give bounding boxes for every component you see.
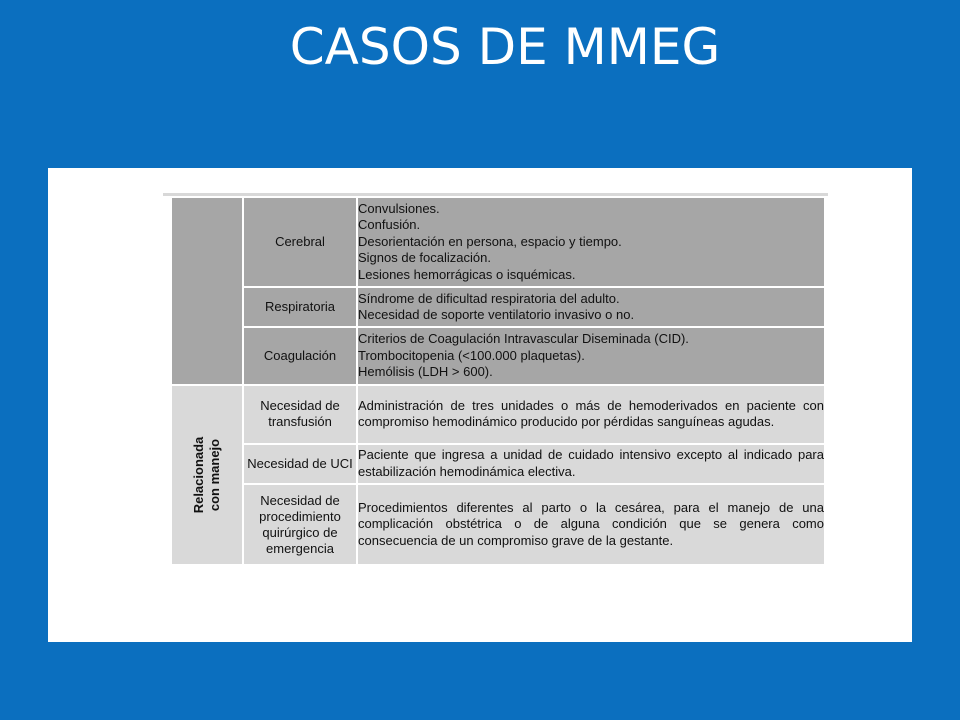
mmeg-criteria-table xyxy=(170,196,826,566)
category-cell: Necesidad de transfusión xyxy=(243,385,357,444)
description-line: Criterios de Coagulación Intravascular Diseminada (CID). xyxy=(358,331,689,347)
category-cell: Respiratoria xyxy=(243,287,357,327)
category-cell: Coagulación xyxy=(243,327,357,385)
group-label-line: con manejo xyxy=(207,438,222,512)
description-line: Signos de focalización. xyxy=(358,250,491,266)
category-cell: Cerebral xyxy=(243,197,357,287)
description-cell xyxy=(357,197,825,287)
description-line: Síndrome de dificultad respiratoria del adulto. xyxy=(358,290,620,306)
group-label-line: Relacionada xyxy=(191,436,206,514)
slide-title: CASOS DE MMEG xyxy=(289,18,721,76)
table-row xyxy=(171,385,825,444)
description-cell xyxy=(357,287,825,327)
table-row xyxy=(171,444,825,484)
category-cell: Necesidad de UCI xyxy=(243,444,357,484)
table-row xyxy=(171,484,825,565)
group-cell-management xyxy=(171,385,243,565)
group-cell-organ xyxy=(171,197,243,385)
description-line: Lesiones hemorrágicas o isquémicas. xyxy=(358,266,576,282)
description-line: Convulsiones. xyxy=(358,200,440,216)
table-row xyxy=(171,287,825,327)
table-row xyxy=(171,327,825,385)
description-cell: Procedimientos diferentes al parto o la cesárea, para el manejo de una complicación obstétrica o de alguna condición que se genera como consecuencia de un compromiso grave de la gestante. xyxy=(357,484,825,565)
description-cell: Paciente que ingresa a unidad de cuidado intensivo excepto al indicado para estabilización hemodinámica electiva. xyxy=(357,444,825,484)
description-line: Desorientación en persona, espacio y tiempo. xyxy=(358,233,622,249)
description-line: Trombocitopenia (<100.000 plaquetas). xyxy=(358,347,585,363)
description-line: Necesidad de soporte ventilatorio invasivo o no. xyxy=(358,307,635,322)
group-label xyxy=(191,437,223,514)
category-cell: Necesidad de procedimiento quirúrgico de emergencia xyxy=(243,484,357,565)
description-line: Confusión. xyxy=(358,217,421,233)
description-line: Hemólisis (LDH > 600). xyxy=(358,364,493,380)
description-cell: Administración de tres unidades o más de hemoderivados en paciente con compromiso hemodinámico producido por pérdidas sanguíneas agudas. xyxy=(357,385,825,444)
description-cell xyxy=(357,327,825,385)
table-row xyxy=(171,197,825,287)
